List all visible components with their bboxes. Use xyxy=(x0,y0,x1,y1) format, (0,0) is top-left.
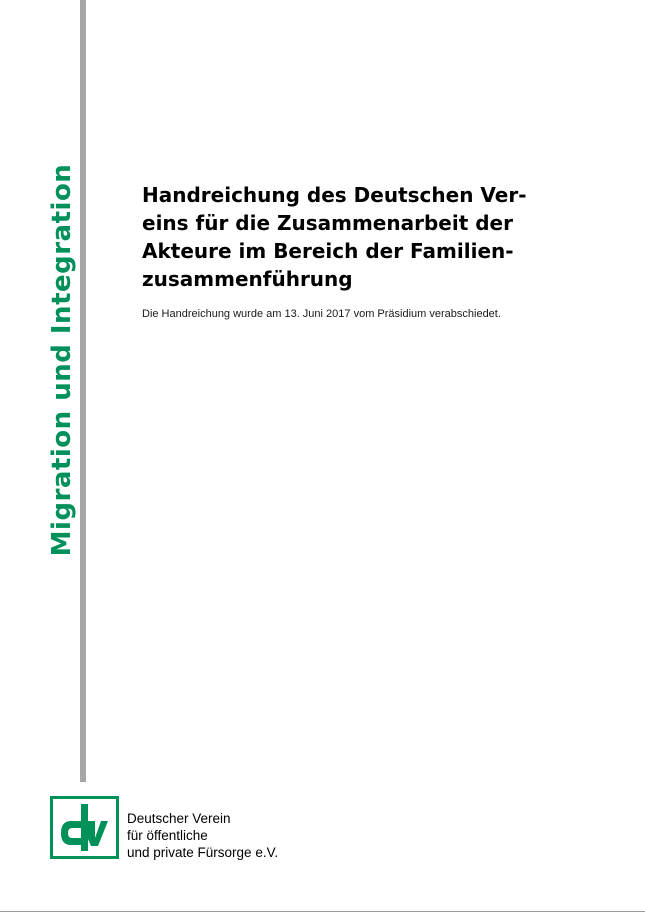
title-line-4: zusammenführung xyxy=(142,267,353,291)
title-line-2: eins für die Zusammenarbeit der xyxy=(142,211,513,235)
side-series-title: Migration und Integration xyxy=(47,163,77,557)
dv-logo-icon xyxy=(50,796,119,859)
organization-name xyxy=(127,810,278,861)
bottom-rule xyxy=(0,911,645,912)
title-line-3: Akteure im Bereich der Familien- xyxy=(142,239,514,263)
document-title xyxy=(142,181,562,293)
side-gray-bar xyxy=(80,0,86,782)
org-line-2: für öffentliche xyxy=(127,828,208,843)
document-subtitle: Die Handreichung wurde am 13. Juni 2017 vom Präsidium verabschiedet. xyxy=(142,308,501,320)
org-line-3: und private Fürsorge e.V. xyxy=(127,845,279,860)
title-line-1: Handreichung des Deutschen Ver- xyxy=(142,183,527,207)
org-line-1: Deutscher Verein xyxy=(127,811,231,826)
